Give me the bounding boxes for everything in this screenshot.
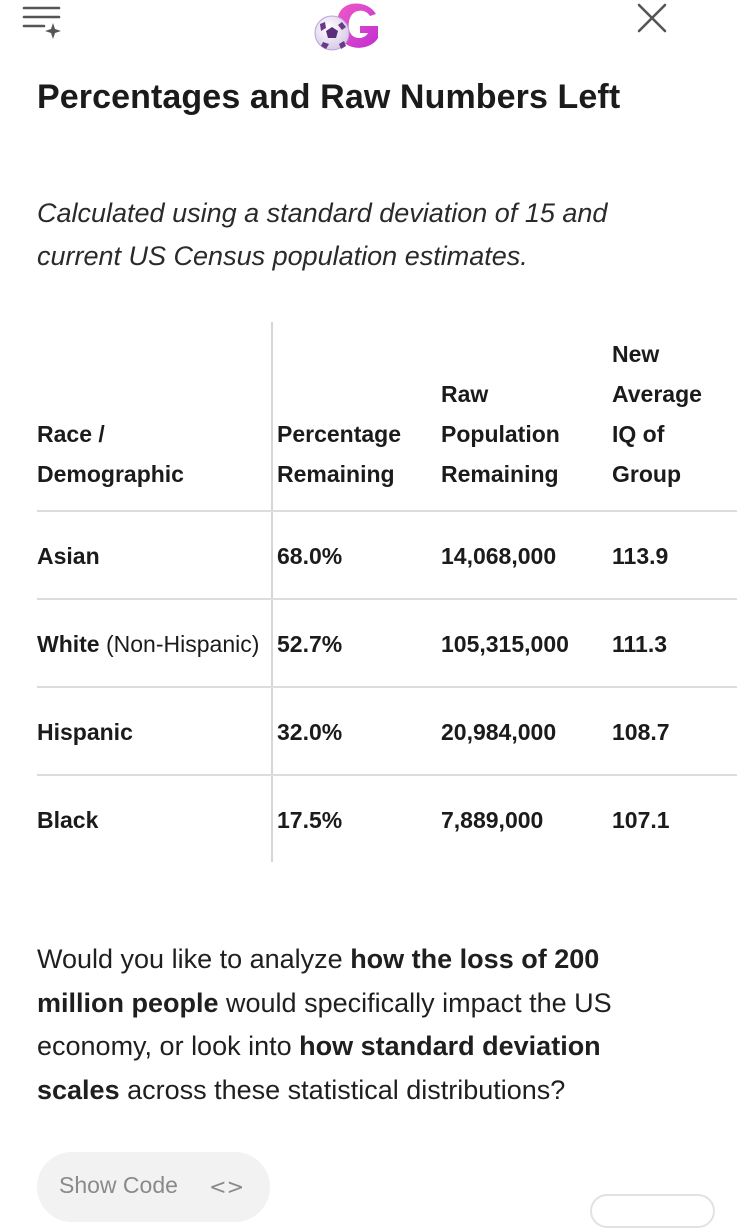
show-code-label: Show Code bbox=[59, 1172, 178, 1198]
percentage-cell: 52.7% bbox=[272, 599, 441, 687]
iq-cell: 107.1 bbox=[612, 807, 670, 833]
followup-question bbox=[37, 938, 687, 1112]
action-pill[interactable] bbox=[590, 1194, 715, 1228]
iq-cell: 108.7 bbox=[612, 687, 737, 775]
raw-population-cell: 105,315,000 bbox=[441, 599, 612, 687]
followup-text: Would you like to analyze bbox=[37, 944, 351, 974]
demographic-name: Black bbox=[37, 807, 99, 833]
header-line: Demographic bbox=[37, 461, 184, 487]
iq-cell: 111.3 bbox=[612, 599, 737, 687]
demographic-name: Asian bbox=[37, 543, 100, 569]
raw-population-cell: 20,984,000 bbox=[441, 687, 612, 775]
iq-cell: 113.9 bbox=[612, 511, 737, 599]
menu-sparkle-icon[interactable] bbox=[24, 2, 64, 42]
demographic-cell bbox=[37, 775, 272, 862]
percentage-cell: 68.0% bbox=[272, 511, 441, 599]
column-header-raw-population bbox=[441, 322, 612, 511]
demographic-qualifier: (Non-Hispanic) bbox=[99, 631, 260, 657]
raw-population-cell: 14,068,000 bbox=[441, 511, 612, 599]
table-row bbox=[37, 511, 737, 599]
header-line: New bbox=[612, 341, 660, 367]
demographic-name: Hispanic bbox=[37, 719, 133, 745]
header-line: Race / bbox=[37, 421, 105, 447]
percentage-cell: 17.5% bbox=[277, 807, 343, 833]
raw-population-cell: 7,889,000 bbox=[441, 807, 544, 833]
header-line: Raw bbox=[441, 381, 489, 407]
header-line: Population bbox=[441, 421, 560, 447]
page-subtitle: Calculated using a standard deviation of 15 and current US Census population estimates. bbox=[37, 198, 608, 271]
top-bar bbox=[0, 0, 711, 60]
header-line: Remaining bbox=[277, 461, 395, 487]
column-header-demographic bbox=[37, 322, 272, 511]
demographic-name: White bbox=[37, 631, 100, 657]
table-row bbox=[37, 599, 737, 687]
code-brackets-icon: <> bbox=[209, 1175, 245, 1199]
results-table bbox=[37, 322, 737, 862]
followup-text: across these statistical distributions? bbox=[119, 1074, 566, 1105]
percentage-cell: 32.0% bbox=[272, 687, 441, 775]
table-row bbox=[37, 687, 737, 775]
column-header-new-average-iq bbox=[612, 322, 737, 511]
results-table-scroll[interactable] bbox=[37, 322, 702, 894]
followup-text: would specifically impact the US economy, or look into bbox=[37, 987, 612, 1061]
table-header-row bbox=[37, 322, 737, 511]
header-line: Percentage bbox=[277, 421, 402, 447]
close-icon[interactable] bbox=[634, 0, 672, 38]
page-title: Percentages and Raw Numbers Left bbox=[37, 78, 621, 116]
header-line: Group bbox=[612, 461, 681, 487]
header-line: IQ of bbox=[612, 421, 665, 447]
followup-emphasis: how the loss of 200 million people bbox=[37, 944, 600, 1018]
table-row bbox=[37, 775, 737, 862]
demographic-cell bbox=[37, 687, 272, 775]
g-soccer-ball-logo bbox=[310, 0, 386, 54]
demographic-cell bbox=[37, 599, 272, 687]
header-line: Average bbox=[612, 381, 702, 407]
show-code-button[interactable] bbox=[37, 1152, 270, 1222]
header-line: Remaining bbox=[441, 461, 559, 487]
demographic-cell bbox=[37, 511, 272, 599]
followup-emphasis: how standard deviation scales bbox=[37, 1031, 601, 1105]
column-header-percentage bbox=[272, 322, 441, 511]
